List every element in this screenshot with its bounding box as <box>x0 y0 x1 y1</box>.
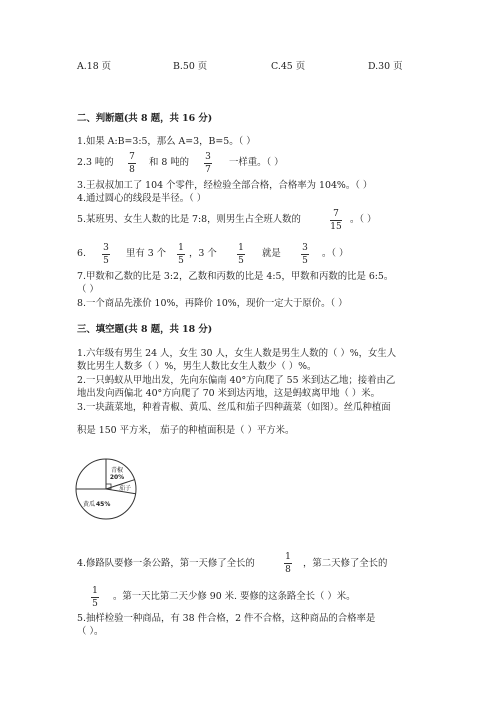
option-a: A.18 页 <box>77 61 112 72</box>
judgment-question-8: 8.一个商品先涨价 10%，再降价 10%，现价一定大于原价。（ ） <box>77 298 348 309</box>
q4-text-b: ，第二天修了全长的 <box>303 558 388 569</box>
q2-text-c: 一样重。（ ） <box>229 157 284 168</box>
q6-text-b: 里有 3 个 <box>126 248 167 259</box>
q2-text-b: 和 8 吨的 <box>149 157 190 168</box>
pie-label-huanggua: 黄瓜 <box>82 501 95 508</box>
q4-text-c: 。第一天比第二天少修 90 米. 要修的这条路全长（ ）米。 <box>113 591 356 602</box>
option-b: B.50 页 <box>173 61 208 72</box>
option-c: C.45 页 <box>271 61 306 72</box>
fraction-1-5-b: 1 5 <box>238 243 244 266</box>
q6-text-c: ，3 个 <box>189 248 217 259</box>
section-heading-judgment: 二、判断题(共 8 题，共 16 分) <box>77 113 213 124</box>
judgment-question-1: 1.如果 A:B=3:5，那么 A=3，B=5。（ ） <box>77 136 256 147</box>
fraction-7-15: 7 15 <box>330 209 342 232</box>
pie-label-qingjiao: 青椒 <box>110 467 124 474</box>
fraction-1-8: 1 8 <box>285 552 291 575</box>
pie-label-qiezi: 茄子 <box>118 485 132 492</box>
q2-text-a: 2.3 吨的 <box>77 157 114 168</box>
pie-label-qingjiao-pct: 20% <box>109 474 125 481</box>
fraction-3-7: 3 7 <box>205 152 211 175</box>
q6-text-d: 就是 <box>262 248 281 259</box>
judgment-question-7: 7.甲数和乙数的比是 3:2，乙数和丙数的比是 4:5，甲数和丙数的比是 6:5。 <box>77 271 394 282</box>
fill-question-2-line-2: 地出发向西偏北 40°方向爬了 70 米到达丙地，这是蚂蚁离甲地（ ）米。 <box>77 388 380 399</box>
fraction-7-8: 7 8 <box>129 152 135 175</box>
fraction-1-5-c: 1 5 <box>92 586 98 609</box>
judgment-question-4: 4.通过圆心的线段是半径。（ ） <box>77 193 207 204</box>
fraction-3-5-a: 3 5 <box>103 243 109 266</box>
fraction-1-5-a: 1 5 <box>178 243 184 266</box>
fill-question-5-line-2: （ ）。 <box>77 626 104 637</box>
judgment-question-3: 3.王叔叔加工了 104 个零件，经检验全部合格，合格率为 104%。（ ） <box>77 180 373 191</box>
q4-text-a: 4.修路队要修一条公路，第一天修了全长的 <box>77 558 255 569</box>
fill-question-2-line-1: 2.一只蚂蚁从甲地出发，先向东偏南 40°方向爬了 55 米到达乙地；接着由乙 <box>77 375 396 386</box>
option-d: D.30 页 <box>368 61 403 72</box>
q5-text-a: 5.某班男、女生人数的比是 7:8，则男生占全班人数的 <box>77 214 301 225</box>
fill-question-1-line-1: 1.六年级有男生 24 人，女生 30 人，女生人数是男生人数的（ ）%，女生人 <box>77 348 397 359</box>
fill-question-1-line-2: 数比男生人数多（ ）%，男生人数比女生人数少（ ）%。 <box>77 361 317 372</box>
q6-text-e: 。（ ） <box>322 248 349 259</box>
vegetable-pie-figure <box>73 456 139 522</box>
pie-label-huanggua-pct: 45% <box>96 501 111 508</box>
judgment-question-7-blank: （ ） <box>77 284 99 295</box>
q6-text-a: 6. <box>77 248 86 259</box>
fill-question-5-line-1: 5.抽样检验一种商品，有 38 件合格，2 件不合格，这种商品的合格率是 <box>77 613 376 624</box>
fill-question-3-line-2: 积是 150 平方米， 茄子的种植面积是（ ）平方米。 <box>77 425 295 436</box>
fill-question-3-line-1: 3.一块蔬菜地，种着青椒、黄瓜、丝瓜和茄子四种蔬菜（如图）。丝瓜种植面 <box>77 402 391 413</box>
section-heading-fill: 三、填空题(共 8 题，共 18 分) <box>77 324 213 335</box>
q5-text-b: 。（ ） <box>350 214 377 225</box>
fraction-3-5-b: 3 5 <box>302 243 308 266</box>
